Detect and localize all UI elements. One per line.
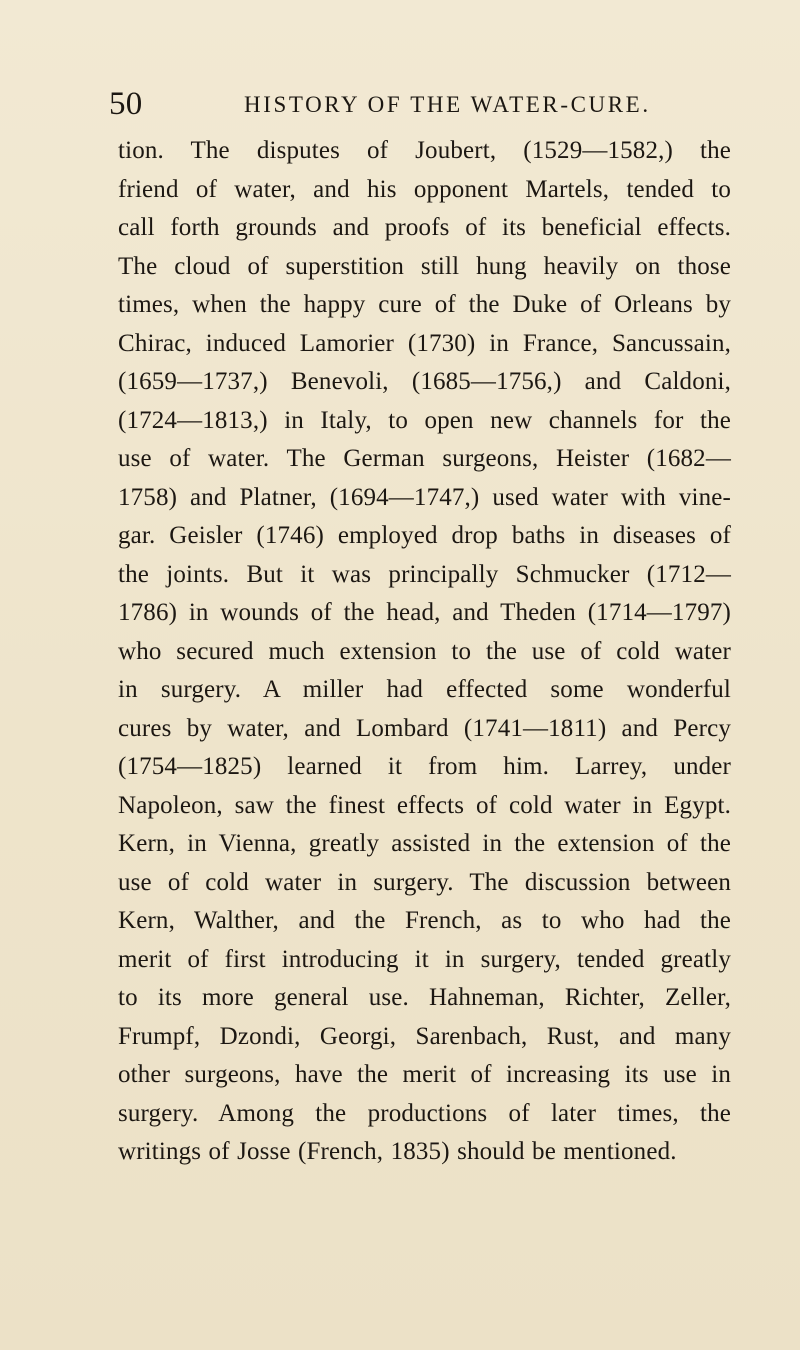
- text-line: writings of Josse (French, 1835) should be mentioned.: [118, 1138, 677, 1165]
- text-line: Kern, in Vienna, greatly assisted in the extension of the: [118, 830, 731, 857]
- text-line: the joints. But it was principally Schmucker (1712—: [118, 560, 731, 588]
- text-line: to its more general use. Hahneman, Richter, Zeller,: [118, 984, 731, 1011]
- text-line: Kern, Walther, and the French, as to who had the: [118, 907, 731, 934]
- running-title: HISTORY OF THE WATER-CURE.: [244, 92, 651, 117]
- text-line: (1659—1737,) Benevoli, (1685—1756,) and Caldoni,: [118, 368, 731, 395]
- text-line: Chirac, induced Lamorier (1730) in France, Sancussain,: [118, 329, 731, 357]
- text-line: The cloud of superstition still hung heavily on those: [118, 252, 731, 280]
- text-line: use of cold water in surgery. The discussion between: [118, 868, 731, 896]
- text-line: gar. Geisler (1746) employed drop baths in diseases of: [118, 522, 731, 549]
- text-line: cures by water, and Lombard (1741—1811) and Percy: [118, 714, 731, 742]
- text-line: call forth grounds and proofs of its beneficial effects.: [118, 214, 731, 241]
- running-head: [0, 86, 800, 122]
- page-number: 50: [109, 86, 143, 122]
- text-line: in surgery. A miller had effected some wonderful: [118, 676, 731, 703]
- text-line: use of water. The German surgeons, Heister (1682—: [118, 445, 731, 472]
- text-line: merit of first introducing it in surgery, tended greatly: [118, 945, 731, 973]
- text-line: 1786) in wounds of the head, and Theden (1714—1797): [118, 599, 731, 626]
- text-line: (1724—1813,) in Italy, to open new channels for the: [118, 406, 731, 434]
- text-line: other surgeons, have the merit of increasing its use in: [118, 1061, 731, 1088]
- text-line: Napoleon, saw the finest effects of cold water in Egypt.: [118, 791, 731, 819]
- text-line: who secured much extension to the use of cold water: [118, 637, 731, 665]
- text-line: 1758) and Platner, (1694—1747,) used water with vine-: [118, 483, 731, 511]
- text-line: tion. The disputes of Joubert, (1529—1582,) the: [118, 137, 731, 164]
- text-line: Frumpf, Dzondi, Georgi, Sarenbach, Rust, and many: [118, 1022, 731, 1050]
- text-line: (1754—1825) learned it from him. Larrey, under: [118, 753, 731, 780]
- text-line: times, when the happy cure of the Duke of Orleans by: [118, 291, 731, 318]
- text-line: friend of water, and his opponent Martels, tended to: [118, 175, 731, 203]
- body-text: [118, 132, 731, 1172]
- text-line: surgery. Among the productions of later times, the: [118, 1099, 731, 1127]
